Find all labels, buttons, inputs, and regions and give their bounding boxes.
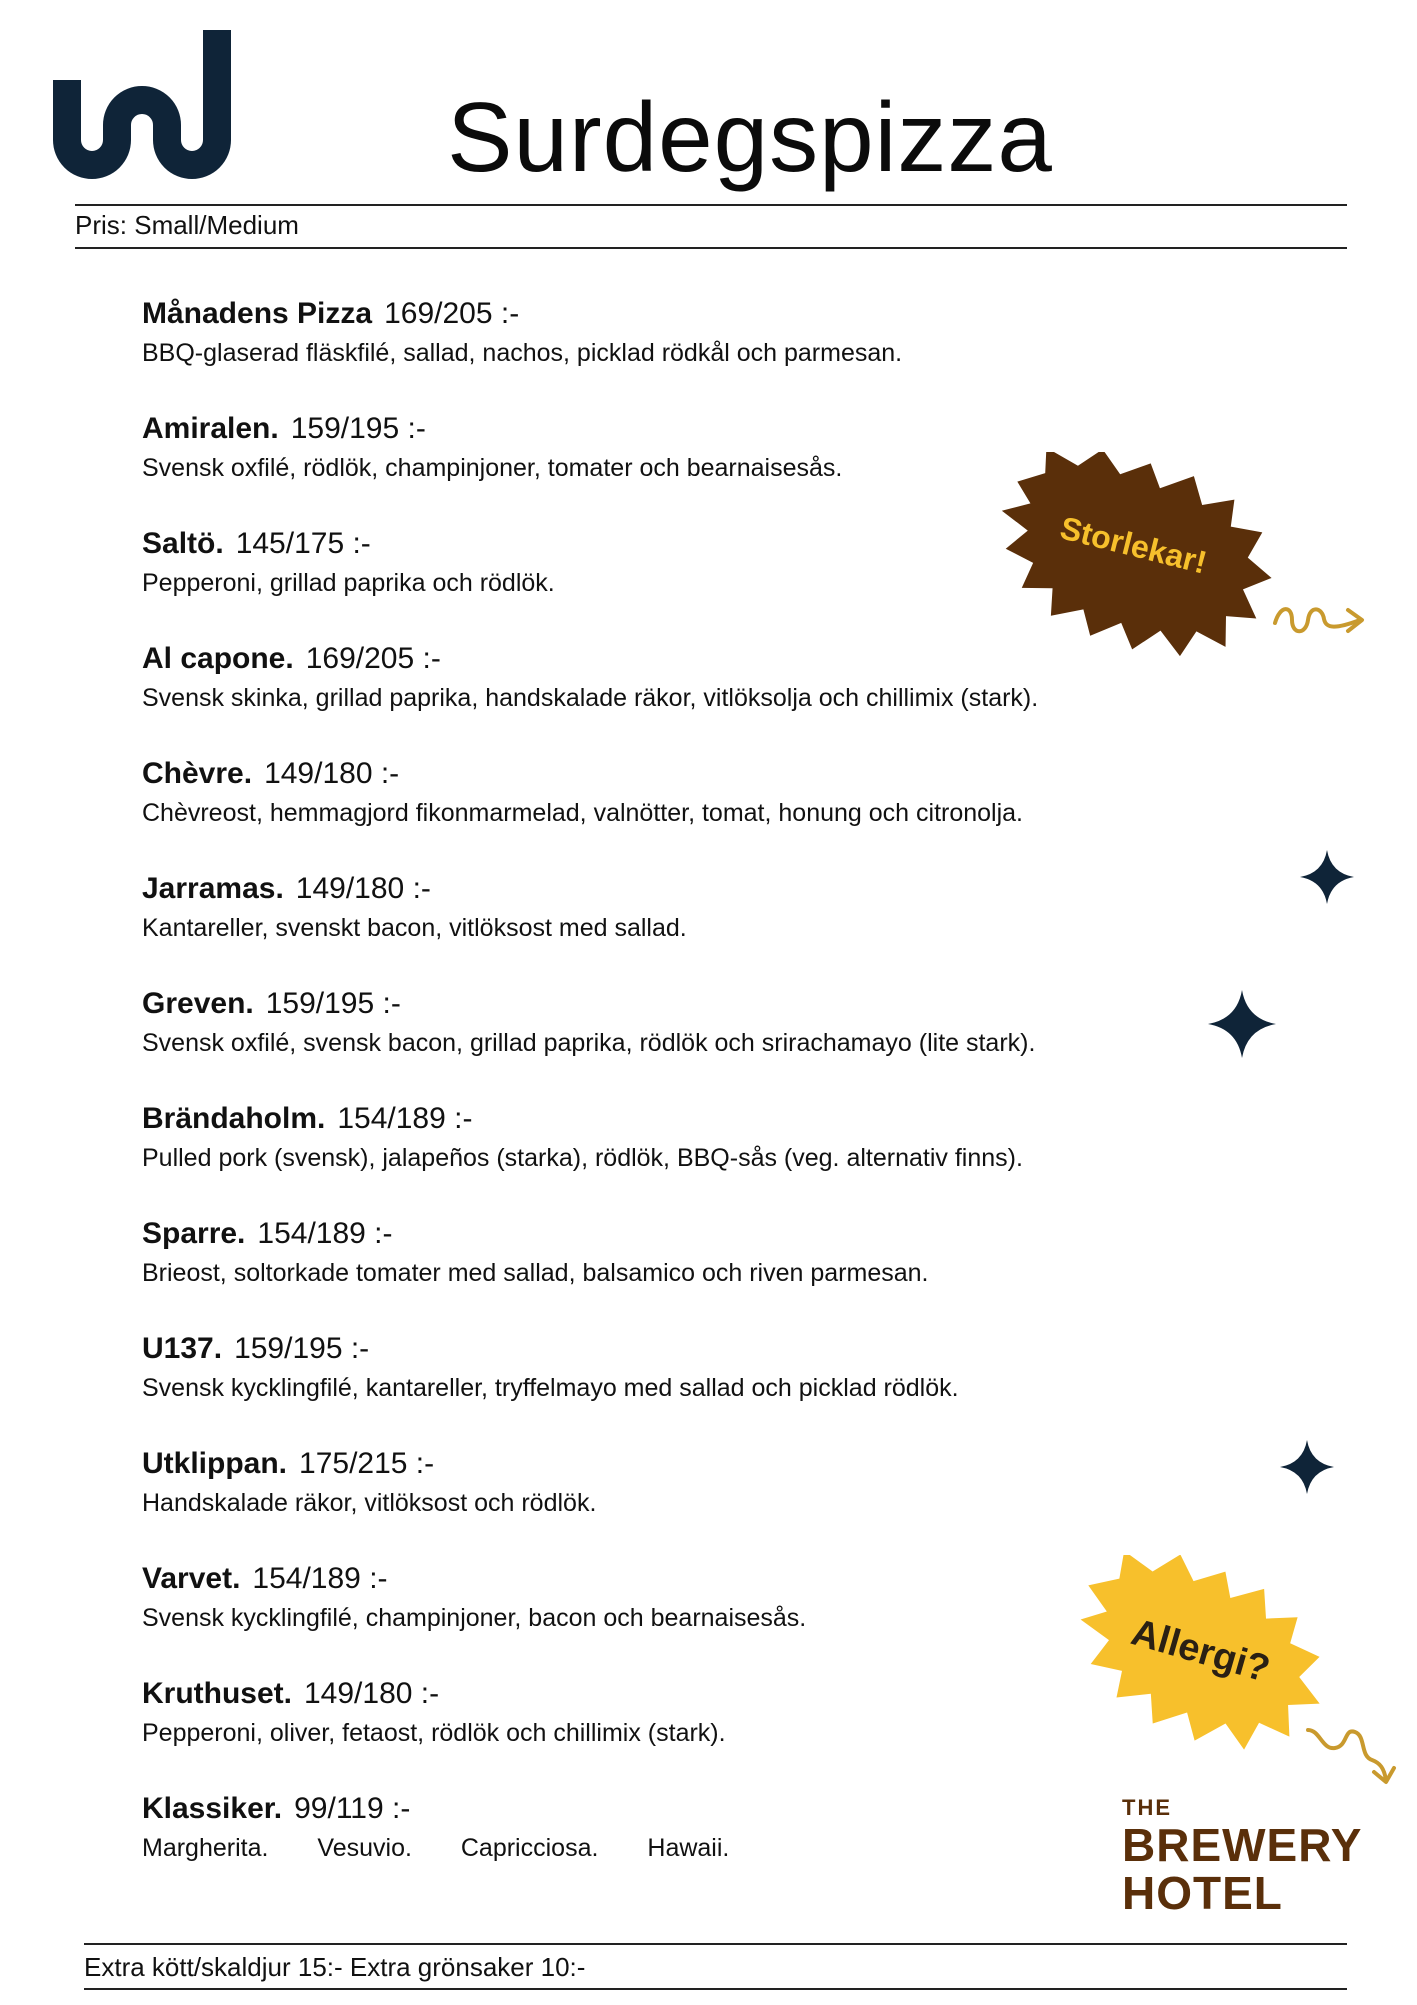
brand-line-1: THE: [1122, 1795, 1172, 1820]
item-description: Pepperoni, grillad paprika och rödlök.: [142, 569, 555, 597]
sparkle-icon: [1208, 990, 1276, 1058]
item-price: 99/119 :-: [294, 1792, 411, 1825]
sizes-badge: [985, 452, 1305, 662]
item-name: Utklippan.: [142, 1447, 288, 1480]
item-price: 169/205 :-: [305, 642, 441, 675]
menu-item: [142, 756, 1242, 871]
classic-option: Vesuvio.: [317, 1834, 412, 1862]
item-description: Handskalade räkor, vitlöksost och rödlök.: [142, 1489, 597, 1517]
footer-divider-bottom: [84, 1988, 1347, 1990]
item-price: 169/205 :-: [384, 297, 520, 330]
menu-item: [142, 871, 1242, 986]
item-description: BBQ-glaserad fläskfilé, sallad, nachos, picklad rödkål och parmesan.: [142, 339, 903, 367]
allergy-badge-label: Allergi?: [1126, 1611, 1275, 1691]
classics-options: [142, 1831, 1242, 1865]
item-name: Klassiker.: [142, 1792, 283, 1825]
item-price: 149/180 :-: [264, 757, 400, 790]
title-divider: [75, 204, 1347, 206]
classic-option: Hawaii.: [647, 1834, 730, 1862]
classic-option: Margherita.: [142, 1834, 269, 1862]
sparkle-icon: [1280, 1440, 1334, 1494]
item-description: Chèvreost, hemmagjord fikonmarmelad, valnötter, tomat, honung och citronolja.: [142, 799, 1024, 827]
price-note: Pris: Small/Medium: [75, 210, 299, 240]
item-name: Greven.: [142, 987, 254, 1020]
brand-line-2: BREWERY: [1122, 1819, 1363, 1871]
item-price: 149/180 :-: [295, 872, 431, 905]
item-name: Saltö.: [142, 527, 224, 560]
item-name: Sparre.: [142, 1217, 246, 1250]
sparkle-icon: [1300, 850, 1354, 904]
item-price: 154/189 :-: [257, 1217, 393, 1250]
menu-item: [142, 1331, 1242, 1446]
item-description: Pepperoni, oliver, fetaost, rödlök och chillimix (stark).: [142, 1719, 726, 1747]
item-price: 149/180 :-: [304, 1677, 440, 1710]
item-name: Månadens Pizza: [142, 297, 373, 330]
menu-item: [142, 1216, 1242, 1331]
item-description: Svensk kycklingfilé, kantareller, tryffelmayo med sallad och picklad rödlök.: [142, 1374, 959, 1402]
item-name: Varvet.: [142, 1562, 241, 1595]
item-name: Chèvre.: [142, 757, 253, 790]
footer-note: Extra kött/skaldjur 15:- Extra grönsaker 10:-: [84, 1952, 586, 1982]
page-title: Surdegspizza: [447, 82, 1053, 192]
menu-item: [142, 296, 1242, 411]
squiggle-arrow-icon: [1300, 1720, 1400, 1790]
item-price: 159/195 :-: [234, 1332, 370, 1365]
menu-item: [142, 986, 1242, 1101]
item-name: U137.: [142, 1332, 223, 1365]
squiggle-arrow-icon: [1270, 595, 1370, 645]
item-description: Svensk skinka, grillad paprika, handskalade räkor, vitlöksolja och chillimix (stark).: [142, 684, 1039, 712]
item-name: Amiralen.: [142, 412, 279, 445]
item-description: Svensk oxfilé, svensk bacon, grillad paprika, rödlök och srirachamayo (lite stark).: [142, 1029, 1036, 1057]
item-description: Brieost, soltorkade tomater med sallad, balsamico och riven parmesan.: [142, 1259, 929, 1287]
item-name: Kruthuset.: [142, 1677, 292, 1710]
item-name: Al capone.: [142, 642, 294, 675]
item-price: 154/189 :-: [337, 1102, 473, 1135]
item-price: 159/195 :-: [290, 412, 426, 445]
classic-option: Capricciosa.: [460, 1834, 599, 1862]
item-description: Svensk kycklingfilé, champinjoner, bacon och bearnaisesås.: [142, 1604, 807, 1632]
item-price: 145/175 :-: [235, 527, 371, 560]
brewery-hotel-logo: [1122, 1795, 1362, 1917]
sizes-badge-label: Storlekar!: [1056, 509, 1211, 581]
footer-divider-top: [84, 1943, 1347, 1945]
item-description: Svensk oxfilé, rödlök, champinjoner, tomater och bearnaisesås.: [142, 454, 843, 482]
item-name: Jarramas.: [142, 872, 284, 905]
menu-item: [142, 1101, 1242, 1216]
menu-item-classics: [142, 1791, 1242, 1906]
item-name: Brändaholm.: [142, 1102, 326, 1135]
header-divider: [75, 247, 1347, 249]
item-price: 159/195 :-: [265, 987, 401, 1020]
item-description: Kantareller, svenskt bacon, vitlöksost med sallad.: [142, 914, 687, 942]
item-price: 175/215 :-: [299, 1447, 435, 1480]
item-description: Pulled pork (svensk), jalapeños (starka), rödlök, BBQ-sås (veg. alternativ finns).: [142, 1144, 1023, 1172]
brand-line-3: HOTEL: [1122, 1867, 1283, 1919]
item-price: 154/189 :-: [252, 1562, 388, 1595]
menu-item: [142, 1446, 1242, 1561]
brand-logo-icon: [45, 25, 245, 185]
